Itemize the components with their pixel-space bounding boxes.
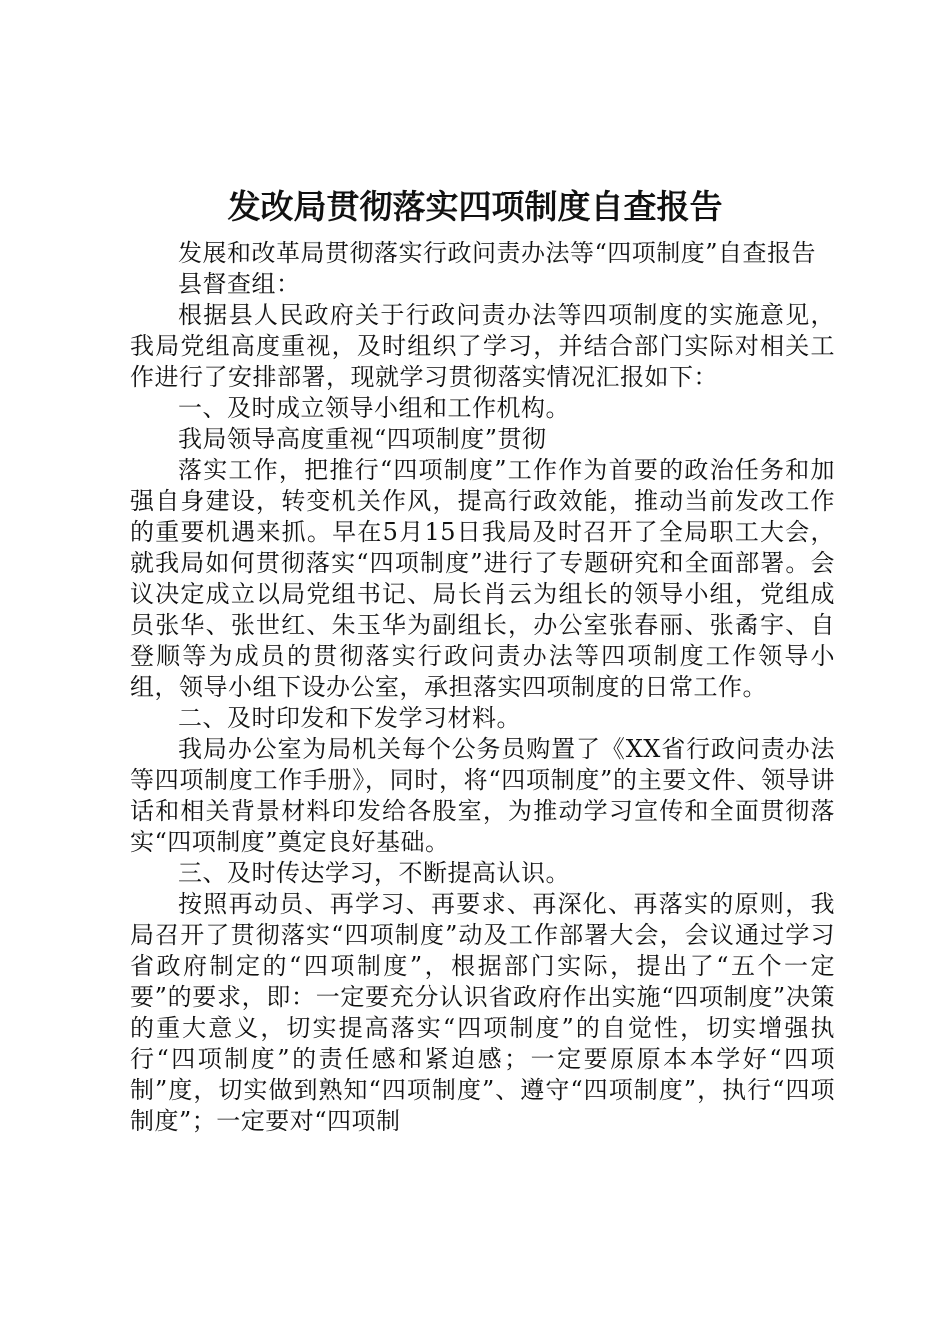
salutation-paragraph: 县督查组： — [178, 270, 301, 298]
section-heading-1: 一、及时成立领导小组和工作机构。 — [178, 394, 570, 422]
report-subtitle-paragraph: 发展和改革局贯彻落实行政问责办法等“四项制度”自查报告 — [178, 239, 817, 267]
section-heading-2: 二、及时印发和下发学习材料。 — [178, 704, 521, 732]
body-paragraph: 按照再动员、再学习、再要求、再深化、再落实的原则，我局召开了贯彻落实“四项制度”动及工作部署大会，会议通过学习省政府制定的“四项制度”，根据部门实际，提出了“五个一定要”的要求，即：一定要充分认识省政府作出实施“四项制度”决策的重大意义，切实提高落实“四项制度”的自觉性，切实增强执行“四项制度”的责任感和紧迫感；一定要原原本本学好“四项制”度，切实做到熟知“四项制度”、遵守“四项制度”，执行“四项制度”；一定要对“四项制 — [130, 890, 835, 1135]
body-paragraph: 落实工作，把推行“四项制度”工作作为首要的政治任务和加强自身建设，转变机关作风，提高行政效能，推动当前发改工作的重要机遇来抓。早在5月15日我局及时召开了全局职工大会，就我局如何贯彻落实“四项制度”进行了专题研究和全面部署。会议决定成立以局党组书记、局长肖云为组长的领导小组，党组成员张华、张世红、朱玉华为副组长，办公室张春丽、张矞宇、自登顺等为成员的贯彻落实行政问责办法等四项制度工作领导小组，领导小组下设办公室，承担落实四项制度的日常工作。 — [130, 456, 835, 701]
section-heading-3: 三、及时传达学习，不断提高认识。 — [178, 859, 570, 887]
intro-paragraph: 根据县人民政府关于行政问责办法等四项制度的实施意见，我局党组高度重视，及时组织了学习，并结合部门实际对相关工作进行了安排部署，现就学习贯彻落实情况汇报如下： — [130, 301, 835, 391]
body-paragraph: 我局办公室为局机关每个公务员购置了《XX省行政问责办法等四项制度工作手册》，同时，将“四项制度”的主要文件、领导讲话和相关背景材料印发给各股室，为推动学习宣传和全面贯彻落实“四项制度”奠定良好基础。 — [130, 735, 835, 856]
document-title: 发改局贯彻落实四项制度自查报告 — [227, 187, 723, 226]
document-body — [130, 238, 835, 1137]
body-paragraph: 我局领导高度重视“四项制度”贯彻 — [178, 425, 547, 453]
